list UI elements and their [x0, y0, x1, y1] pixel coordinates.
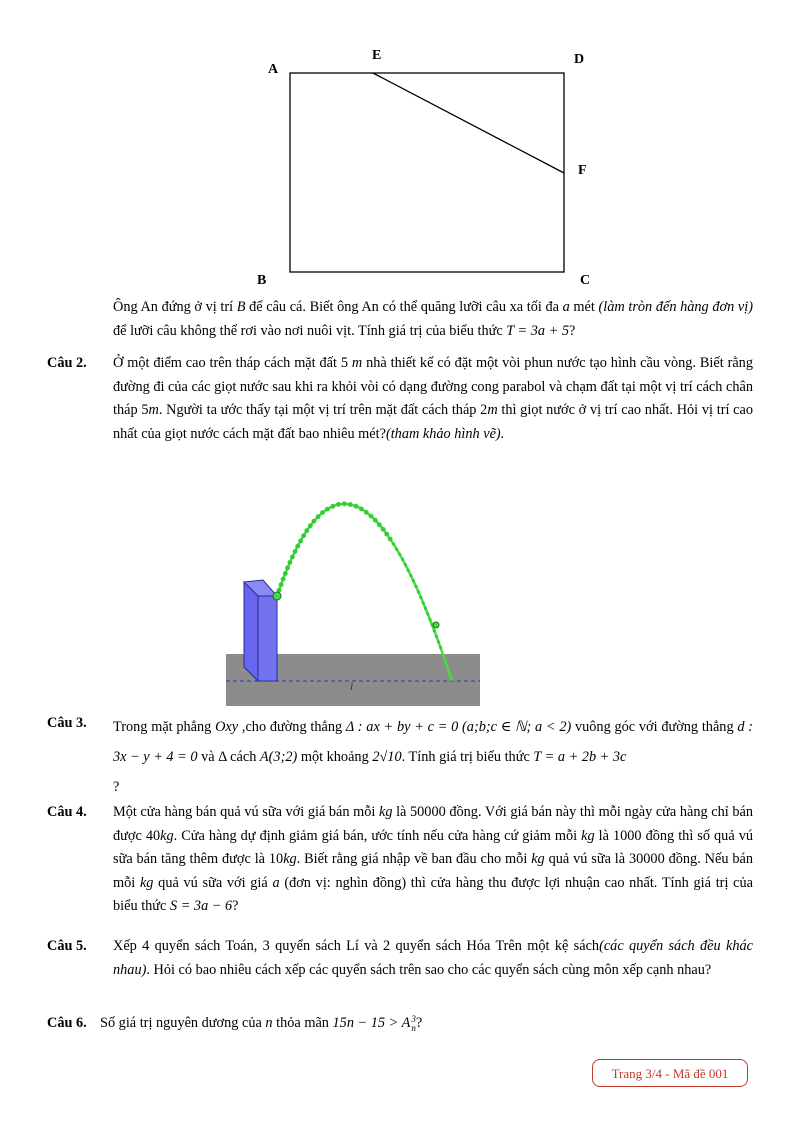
- water-droplet: [359, 507, 364, 512]
- water-droplet: [392, 542, 395, 545]
- water-droplet: [308, 523, 313, 528]
- label-c: C: [580, 273, 591, 288]
- water-droplet: [325, 507, 330, 512]
- landing-trace-point: [433, 622, 439, 628]
- water-droplet: [435, 635, 438, 638]
- water-droplet: [301, 533, 306, 538]
- page-footer-badge: Trang 3/4 - Mã đề 001: [592, 1059, 748, 1087]
- water-droplet: [412, 579, 415, 582]
- water-droplet: [290, 555, 295, 560]
- water-droplets: [277, 501, 443, 649]
- water-droplet: [433, 629, 436, 632]
- water-droplet: [398, 553, 401, 556]
- water-droplet: [316, 514, 321, 519]
- question-3-label: Câu 3.: [47, 715, 87, 731]
- water-droplet: [285, 566, 290, 571]
- question-6-label: Câu 6.: [47, 1015, 87, 1031]
- question-6-text: Số giá trị nguyên dương của n thỏa mãn 15n − 15 > A 3 n ?: [100, 1013, 423, 1033]
- water-droplet: [336, 502, 341, 507]
- water-droplet: [364, 510, 369, 515]
- water-droplet: [312, 519, 317, 524]
- water-droplet: [373, 518, 378, 523]
- question-4-label: Câu 4.: [47, 804, 87, 820]
- water-droplet: [417, 590, 420, 593]
- water-droplet: [426, 612, 429, 615]
- water-droplet: [369, 514, 374, 519]
- water-droplet: [422, 601, 425, 604]
- water-droplet: [404, 563, 407, 566]
- water-droplet: [304, 528, 309, 533]
- water-droplet: [342, 501, 347, 506]
- water-droplet: [354, 504, 359, 509]
- water-droplet: [414, 585, 417, 588]
- label-f: F: [578, 163, 587, 178]
- water-droplet: [288, 560, 293, 565]
- water-droplet: [419, 596, 422, 599]
- water-droplet: [409, 574, 412, 577]
- question-5-text: Xếp 4 quyển sách Toán, 3 quyển sách Lí và 2 quyển sách Hóa Trên một kệ sách(các quyển sách đều khác nhau). Hỏi có bao nhiêu cách xếp các quyển sách trên sao cho các quyển sách cùng môn xếp cạnh nhau?: [113, 938, 753, 978]
- question-4-text: Một cửa hàng bán quả vú sữa với giá bán mỗi kg là 50000 đồng. Với giá bán này thì mỗi ngày cửa hàng chỉ bán được 40kg. Cửa hàng dự định giảm giá bán, ước tính nếu cửa hàng cứ giảm mỗi kg là 1000 đồng thì số quả vú sữa bán tăng thêm được là 10kg. Biết rằng giá nhập về ban đầu cho mỗi kg quả vú sữa là 30000 đồng. Nếu bán mỗi kg quả vú sữa với giá a (đơn vị: nghìn đồng) thì cửa hàng thu được lợi nhuận cao nhất. Tính giá trị của biểu thức S = 3a − 6?: [113, 804, 753, 914]
- water-droplet: [401, 558, 404, 561]
- water-droplet: [377, 522, 382, 527]
- ground-label: l: [350, 681, 354, 693]
- water-droplet: [388, 537, 393, 542]
- water-droplet: [283, 571, 288, 576]
- water-droplet: [279, 582, 284, 587]
- intro-paragraph: Ông An đứng ở vị trí B để câu cá. Biết ông An có thể quăng lưỡi câu xa tối đa a mét (làm tròn đến hàng đơn vị) để lưỡi câu không thể rơi vào nơi nuôi vịt. Tính giá trị của biểu thức T = 3a + 5?: [113, 299, 753, 339]
- water-droplet: [281, 577, 286, 582]
- tower: [244, 580, 277, 681]
- label-b: B: [257, 273, 267, 288]
- water-droplet: [437, 640, 440, 643]
- water-droplet: [381, 527, 386, 532]
- water-droplet: [298, 539, 303, 544]
- question-3-text: Trong mặt phẳng Oxy ,cho đường thẳng Δ : ax + by + c = 0 (a;b;c ∈ ℕ; a < 2) vuông góc với đường thẳng d : 3x − y + 4 = 0 và Δ cách A(3;2) một khoảng 2√10. Tính giá trị biểu thức T = a + 2b + 3c ?: [113, 719, 754, 795]
- water-droplet: [330, 504, 335, 509]
- water-droplet: [384, 532, 389, 537]
- label-a: A: [268, 62, 279, 77]
- question-5-label: Câu 5.: [47, 938, 87, 954]
- label-d: D: [574, 52, 585, 67]
- label-e: E: [372, 48, 382, 63]
- water-droplet: [424, 607, 427, 610]
- water-droplet: [428, 618, 431, 621]
- water-droplet: [395, 548, 398, 551]
- water-droplet: [295, 544, 300, 549]
- question-2-label: Câu 2.: [47, 355, 87, 371]
- water-droplet: [348, 502, 353, 507]
- nozzle-point: [273, 592, 281, 600]
- water-droplet: [320, 510, 325, 515]
- water-droplet: [439, 646, 442, 649]
- question-2-text: Ở một điểm cao trên tháp cách mặt đất 5 m nhà thiết kế có đặt một vòi phun nước tạo hình cầu vòng. Biết rằng đường đi của các giọt nước sau khi ra khỏi vòi có dạng đường cong parabol và chạm đất tại một vị trí cách chân tháp 5m. Người ta ước thấy tại một vị trí trên mặt đất cách tháp 2m thì giọt nước ở vị trí cao nhất. Hỏi vị trí cao nhất của giọt nước cách mặt đất bao nhiêu mét?(tham khảo hình vẽ).: [113, 355, 753, 442]
- water-droplet: [407, 569, 410, 572]
- water-droplet: [293, 549, 298, 554]
